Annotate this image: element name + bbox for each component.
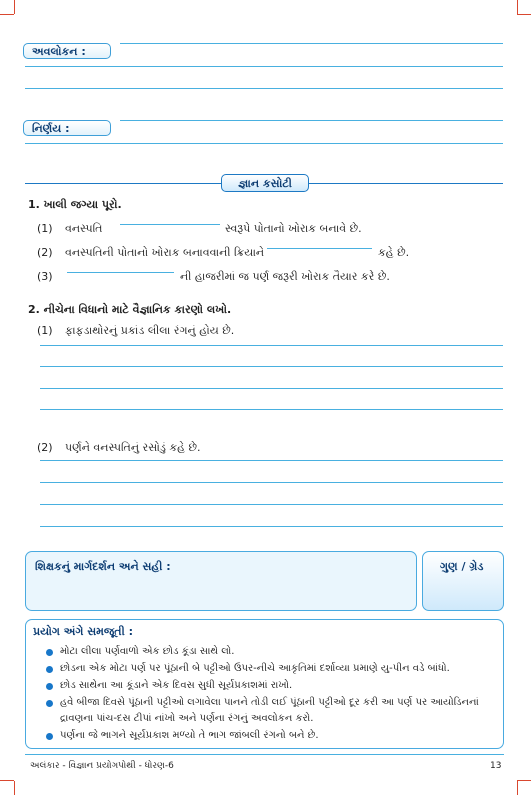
blank-line[interactable]	[267, 248, 372, 249]
experiment-point: મોટા લીલા પર્ણવાળો એક છોડ કૂંડા સાથે લો.	[60, 646, 235, 657]
crop-mark	[14, 781, 15, 795]
experiment-point-continued: દ્રાવણના પાંચ-દસ ટીપાં નાંખો અને પર્ણના રંગનું અવલોકન કરો.	[60, 713, 314, 724]
q1-item-text: સ્વરૂપે પોતાનો ખોરાક બનાવે છે.	[225, 222, 362, 235]
q2-item-number: (1)	[37, 324, 53, 337]
experiment-point: પર્ણના જે ભાગને સૂર્યપ્રકાશ મળ્યો તે ભાગ જાંબલી રંગનો બને છે.	[60, 730, 319, 741]
observation-line	[120, 43, 503, 44]
crop-mark	[14, 0, 15, 14]
crop-mark	[517, 14, 531, 15]
crop-mark	[0, 14, 14, 15]
answer-line[interactable]	[40, 345, 503, 346]
q2-item-text: ફાફડાથોરનું પ્રકાંડ લીલા રંગનું હોય છે.	[65, 324, 235, 337]
crop-mark	[0, 780, 14, 781]
grade-label: ગુણ / ગ્રેડ	[440, 560, 484, 573]
crop-mark	[517, 780, 531, 781]
section-divider-right	[309, 183, 503, 184]
answer-line[interactable]	[40, 526, 503, 527]
footer-book-title: અલંકાર - વિજ્ઞાન પ્રયોગપોથી - ધોરણ-6	[30, 761, 174, 771]
q1-item-number: (3)	[37, 270, 53, 283]
answer-line[interactable]	[40, 482, 503, 483]
footer-line	[25, 754, 504, 755]
blank-line[interactable]	[67, 272, 174, 273]
question-2-title: 2. નીચેના વિધાનો માટે વૈજ્ઞાનિક કારણો લખો.	[28, 303, 232, 316]
q1-item-number: (2)	[37, 246, 53, 259]
q1-item-text: વનસ્પતિની પોતાનો ખોરાક બનાવવાની ક્રિયાને	[65, 246, 265, 259]
q2-item-text: પર્ણને વનસ્પતિનું રસોડું કહે છે.	[65, 441, 201, 454]
teacher-label: શિક્ષકનું માર્ગદર્શન અને સહી :	[35, 560, 171, 573]
blank-line[interactable]	[120, 224, 220, 225]
answer-line[interactable]	[40, 460, 503, 461]
section-divider-left	[25, 183, 221, 184]
crop-mark	[517, 0, 518, 14]
conclusion-line	[120, 120, 503, 121]
section-title: જ્ઞાન કસોટી	[221, 174, 309, 192]
answer-line[interactable]	[40, 366, 503, 367]
q1-item-number: (1)	[37, 222, 53, 235]
answer-line[interactable]	[40, 409, 503, 410]
observation-label: અવલોકન :	[23, 43, 111, 59]
q1-item-text: કહે છે.	[378, 246, 410, 259]
answer-line[interactable]	[40, 504, 503, 505]
bullet-icon	[46, 666, 53, 673]
bullet-icon	[46, 649, 53, 656]
experiment-point: છોડ સાથેના આ કૂંડાને એક દિવસ સુધી સૂર્યપ્રકાશમાં રાખો.	[60, 680, 293, 691]
q1-item-text: ની હાજરીમાં જ પર્ણ જરૂરી ખોરાક તૈયાર કરે છે.	[180, 270, 390, 283]
question-1-title: 1. ખાલી જગ્યા પૂરો.	[28, 198, 122, 211]
experiment-point: છોડના એક મોટા પર્ણ પર પૂંઠાની બે પટ્ટીઓ ઉપર-નીચે આકૃતિમાં દર્શાવ્યા પ્રમાણે યુ-પીન વડે બાંધો.	[60, 663, 450, 674]
q2-item-number: (2)	[37, 441, 53, 454]
bullet-icon	[46, 683, 53, 690]
page-number: 13	[490, 761, 502, 771]
conclusion-label: નિર્ણય :	[23, 120, 111, 136]
q1-item-text: વનસ્પતિ	[65, 222, 103, 235]
crop-mark	[517, 781, 518, 795]
conclusion-line	[25, 143, 503, 144]
experiment-title: પ્રયોગ અંગે સમજૂતી :	[33, 625, 133, 638]
bullet-icon	[46, 733, 53, 740]
answer-line[interactable]	[40, 388, 503, 389]
observation-line	[25, 66, 503, 67]
observation-line	[25, 88, 503, 89]
experiment-point: હવે બીજા દિવસે પૂંઠાની પટ્ટીઓ લગાવેલા પાનને તોડી લઈ પૂંઠાની પટ્ટીઓ દૂર કરી આ પર્ણ પર આયોડિનનાં	[60, 697, 479, 708]
bullet-icon	[46, 700, 53, 707]
